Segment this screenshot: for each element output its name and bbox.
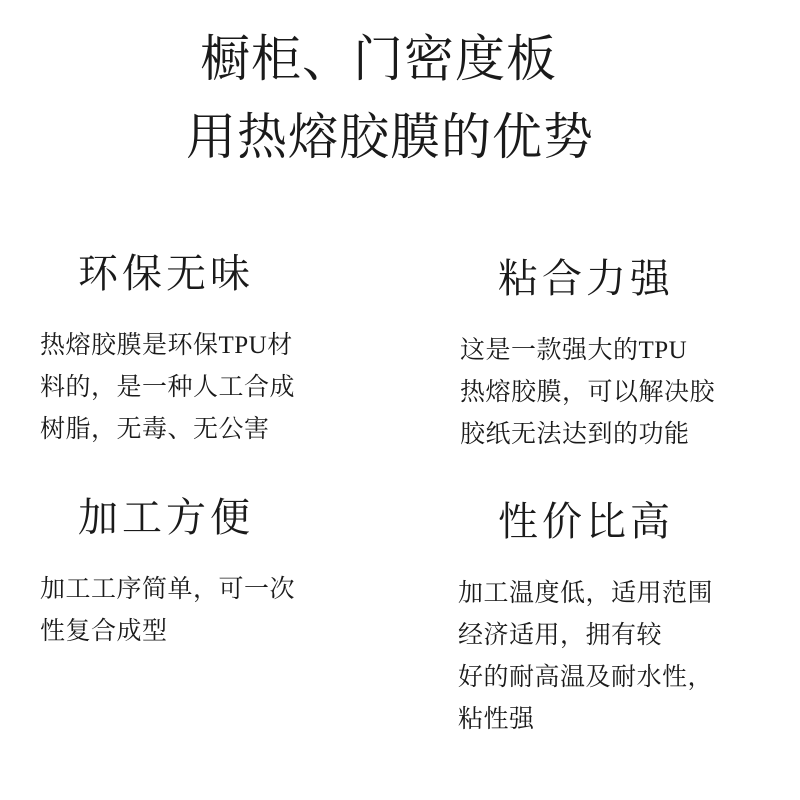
section-body-line: 胶纸无法达到的功能 bbox=[460, 421, 690, 448]
section-body-cost-effective bbox=[458, 573, 714, 741]
section-body-line: 性复合成型 bbox=[40, 618, 168, 645]
section-body-line: 料的，是一种人工合成 bbox=[40, 374, 296, 401]
page-title-line-1: 橱柜、门密度板 bbox=[200, 31, 557, 87]
section-body-line: 热熔胶膜是环保TPU材 bbox=[40, 332, 293, 359]
page-title-line-2: 用热熔胶膜的优势 bbox=[186, 109, 594, 165]
section-body-line: 树脂，无毒、无公害 bbox=[40, 416, 270, 443]
section-body-line: 热熔胶膜，可以解决胶 bbox=[460, 379, 716, 406]
section-eco-friendly bbox=[40, 242, 296, 451]
section-body-line: 加工温度低，适用范围 bbox=[458, 580, 714, 607]
section-heading-easy-processing: 加工方便 bbox=[78, 495, 254, 540]
section-body-line: 好的耐高温及耐水性， bbox=[458, 664, 714, 691]
section-body-eco-friendly bbox=[40, 325, 296, 451]
section-heading-strong-adhesion: 粘合力强 bbox=[498, 256, 674, 301]
section-heading-cost-effective: 性价比高 bbox=[498, 499, 674, 544]
section-body-line: 加工工序简单，可一次 bbox=[40, 576, 296, 603]
section-heading-eco-friendly: 环保无味 bbox=[78, 251, 254, 296]
section-body-easy-processing bbox=[40, 569, 296, 653]
section-body-line: 粘性强 bbox=[458, 706, 535, 733]
section-body-line: 这是一款强大的TPU bbox=[460, 337, 688, 364]
section-body-line: 经济适用，拥有较 bbox=[458, 622, 663, 649]
section-easy-processing bbox=[40, 486, 296, 653]
section-body-strong-adhesion bbox=[460, 330, 716, 456]
section-cost-effective bbox=[458, 490, 714, 741]
section-strong-adhesion bbox=[460, 247, 716, 456]
